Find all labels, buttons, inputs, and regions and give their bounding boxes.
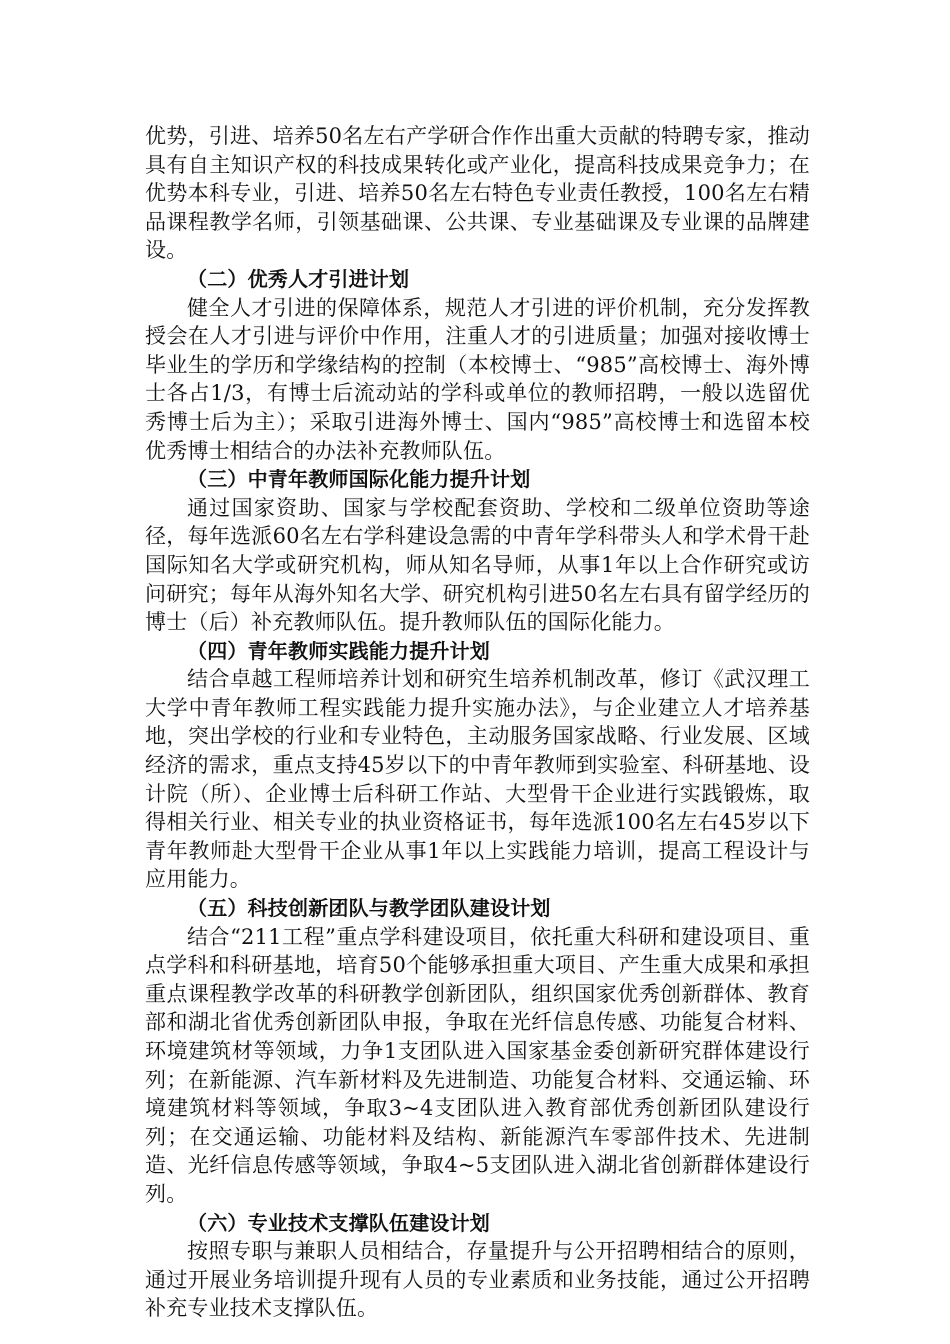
document-page [145,122,810,1323]
section-body-international-capability: 通过国家资助、国家与学校配套资助、学校和二级单位资助等途径，每年选派60名左右学科建设急需的中青年学科带头人和学术骨干赴国际知名大学或研究机构，师从知名导师，从事1年以上合作研究或访问研究；每年从海外知名大学、研究机构引进50名左右具有留学经历的博士（后）补充教师队伍。提升教师队伍的国际化能力。 [145,495,810,635]
section-heading-international-capability: （三）中青年教师国际化能力提升计划 [187,467,531,492]
section-heading-practice-capability: （四）青年教师实践能力提升计划 [187,638,490,663]
section-body-technical-support: 按照专职与兼职人员相结合，存量提升与公开招聘相结合的原则，通过开展业务培训提升现有人员的专业素质和业务技能，通过公开招聘补充专业技术支撑队伍。 [145,1239,810,1321]
section-heading-innovation-teams: （五）科技创新团队与教学团队建设计划 [187,896,551,921]
section-body-practice-capability: 结合卓越工程师培养计划和研究生培养机制改革，修订《武汉理工大学中青年教师工程实践能力提升实施办法》，与企业建立人才培养基地，突出学校的行业和专业特色，主动服务国家战略、行业发展、区域经济的需求，重点支持45岁以下的中青年教师到实验室、科研基地、设计院（所）、企业博士后科研工作站、大型骨干企业进行实践锻炼，取得相关行业、相关专业的执业资格证书，每年选派100名左右45岁以下青年教师赴大型骨干企业从事1年以上实践能力培训，提高工程设计与应用能力。 [145,667,810,892]
section-body-innovation-teams: 结合“211工程”重点学科建设项目，依托重大科研和建设项目、重点学科和科研基地，培育50个能够承担重大项目、产生重大成果和承担重点课程教学改革的科研教学创新团队，组织国家优秀创新群体、教育部和湖北省优秀创新团队申报，争取在光纤信息传感、功能复合材料、环境建筑材等领域，力争1支团队进入国家基金委创新研究群体建设行列；在新能源、汽车新材料及先进制造、功能复合材料、交通运输、环境建筑材料等领域，争取3~4支团队进入教育部优秀创新团队建设行列；在交通运输、功能材料及结构、新能源汽车零部件技术、先进制造、光纤信息传感等领域，争取4~5支团队进入湖北省创新群体建设行列。 [145,924,810,1206]
intro-paragraph: 优势，引进、培养50名左右产学研合作作出重大贡献的特聘专家，推动具有自主知识产权的科技成果转化或产业化，提高科技成果竞争力；在优势本科专业，引进、培养50名左右特色专业责任教授，100名左右精品课程教学名师，引领基础课、公共课、专业基础课及专业课的品牌建设。 [145,124,810,263]
section-heading-technical-support: （六）专业技术支撑队伍建设计划 [187,1210,490,1235]
section-body-talent-introduction: 健全人才引进的保障体系，规范人才引进的评价机制，充分发挥教授会在人才引进与评价中作用，注重人才的引进质量；加强对接收博士毕业生的学历和学缘结构的控制（本校博士、“985”高校博士、海外博士各占1/3，有博士后流动站的学科或单位的教师招聘，一般以选留优秀博士后为主）；采取引进海外博士、国内“985”高校博士和选留本校优秀博士相结合的办法补充教师队伍。 [145,295,810,463]
section-heading-talent-introduction: （二）优秀人才引进计划 [187,266,410,291]
